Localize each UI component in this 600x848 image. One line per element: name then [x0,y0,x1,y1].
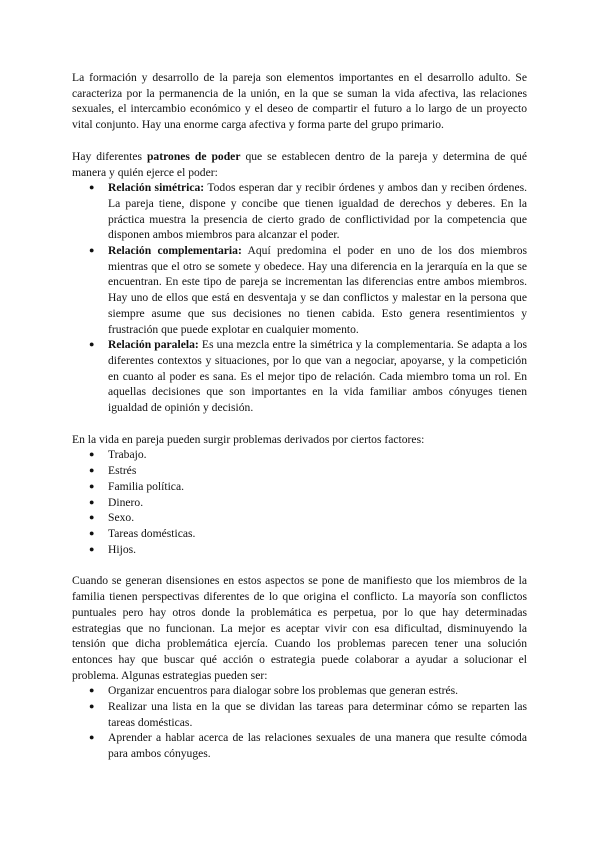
bullet-icon: ● [89,182,95,193]
list-item [72,526,527,542]
item-text: Aquí predomina el poder en uno de los dos miembros mientras que el otro se somete y obedece. Hay una diferencia en la jerarquía en la que se encuentran. En este tipo de pareja se incrementan las diferencias entre ambos miembros. Hay uno de ellos que está en desventaja y se dan conflictos y malestar en la persona que siempre asume que sus decisiones no tienen cabida. Esto genera resentimientos y frustración que puede explotar en cualquier momento. [108,244,528,336]
bullet-icon: ● [89,465,95,476]
strategies-list [72,683,527,762]
intro-paragraph: La formación y desarrollo de la pareja son elementos importantes en el desarrollo adulto. Se caracteriza por la permanencia de la unión, en la que se suman la vida afectiva, las relaciones sexuales, el intercambio económico y el deseo de compartir el futuro a lo largo de un proyecto vital conjunto. Hay una enorme carga afectiva y forma parte del grupo primario. [72,71,527,132]
bullet-icon: ● [89,480,95,491]
bullet-icon: ● [89,685,95,696]
bullet-icon: ● [89,732,95,743]
list-item [72,542,527,558]
intro-text-before: Hay diferentes [72,149,147,163]
strategies-intro: Cuando se generan disensiones en estos aspectos se pone de manifiesto que los miembros de la familia tienen perspectivas diferentes de lo que origina el conflicto. La mayoría son conflictos puntuales pero hay otros donde la problemática es perpetua, por lo que hay determinadas estrategias que no funcionan. La mejor es aceptar vivir con esa dificultad, disminuyendo la tensión que dicha problemática ejercía. Cuando los problemas parecen tener una solución entonces hay que buscar qué acción o estrategia puede colaborar a ayudar a solucionar el problema. Algunas estrategias pueden ser: [72,574,527,682]
intro-text-after: que se establecen dentro de la pareja y determina de qué manera y quién ejerce el poder: [72,149,527,179]
item-text: Estrés [108,464,137,478]
factors-list [72,447,527,557]
bullet-icon: ● [89,245,95,256]
list-item [72,463,527,479]
list-item [72,180,527,243]
list-item [72,479,527,495]
list-item [72,699,527,730]
spacer [72,133,527,149]
list-item [72,683,527,699]
bullet-icon: ● [89,701,95,712]
item-text: Aprender a hablar acerca de las relaciones sexuales de una manera que resulte cómoda para ambos cónyuges. [108,731,527,761]
item-title: Relación paralela: [108,338,199,352]
item-text: Realizar una lista en la que se dividan las tareas para determinar cómo se reparten las tareas domésticas. [108,700,527,729]
power-patterns-intro [72,149,527,180]
item-text: Familia política. [108,479,184,493]
bullet-icon: ● [89,449,95,460]
power-patterns-list [72,180,527,416]
factors-intro: En la vida en pareja pueden surgir problemas derivados por ciertos factores: [72,432,425,446]
spacer [72,557,527,573]
item-text: Es una mezcla entre la simétrica y la complementaria. Se adapta a los diferentes contextos y situaciones, por lo que van a negociar, apoyarse, y la competición en cuanto al poder es sana. Es el mejor tipo de relación. Cada miembro toma un rol. En aquellas decisiones que son importantes en la vida familiar ambos cónyuges tienen igualdad de opinión y decisión. [108,338,527,415]
list-item [72,447,527,463]
item-text: Organizar encuentros para dialogar sobre los problemas que generan estrés. [108,684,459,698]
bullet-icon: ● [89,512,95,523]
item-text: Sexo. [108,511,135,525]
item-text: Hijos. [108,542,137,556]
document-page [72,70,527,762]
bullet-icon: ● [89,339,95,350]
item-text: Dinero. [108,495,144,509]
item-text: Todos esperan dar y recibir órdenes y ambos dan y reciben órdenes. La pareja tiene, dispone y concibe que tienen igualdad de derechos y deberes. En la práctica muestra la presencia de cierto grado de conflictividad por la competencia que disponen ambos miembros para alcanzar el poder. [108,181,527,242]
list-item [72,337,527,416]
item-text: Tareas domésticas. [108,526,196,540]
item-title: Relación simétrica: [108,181,205,195]
item-text: Trabajo. [108,448,147,462]
list-item [72,510,527,526]
power-patterns-term: patrones de poder [146,149,241,163]
bullet-icon: ● [89,543,95,554]
list-item [72,730,527,761]
bullet-icon: ● [89,527,95,538]
spacer [72,416,527,432]
list-item [72,243,527,337]
item-title: Relación complementaria: [108,244,242,258]
list-item [72,495,527,511]
bullet-icon: ● [89,496,95,507]
